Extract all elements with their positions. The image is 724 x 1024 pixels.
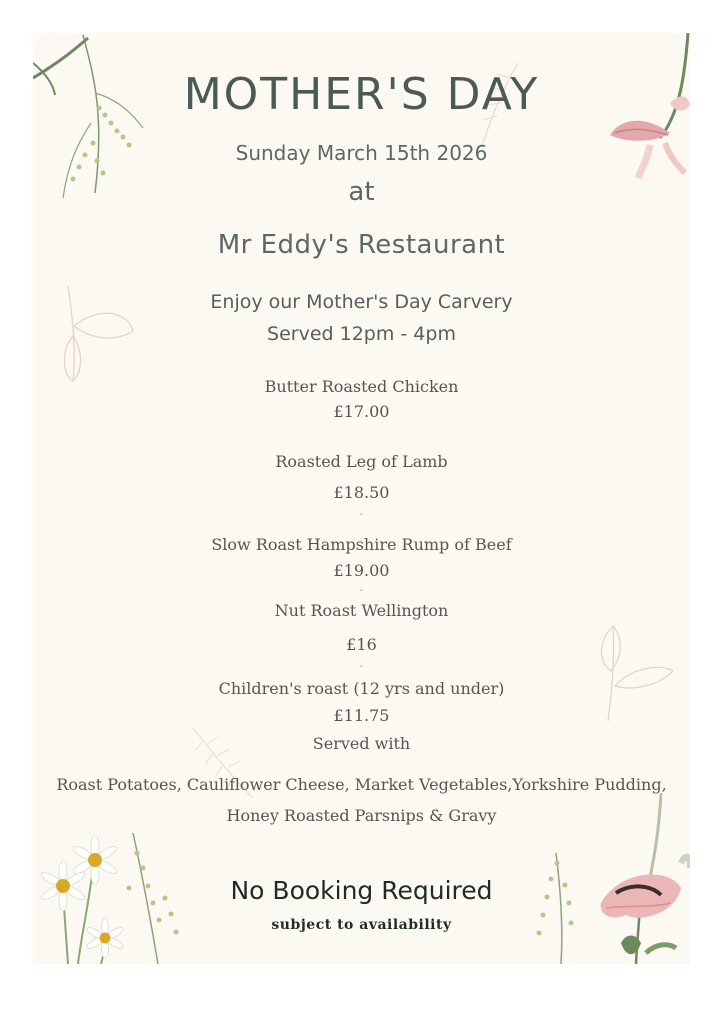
menu-item-name: Butter Roasted Chicken bbox=[264, 377, 459, 396]
menu-flyer bbox=[33, 33, 690, 964]
menu-item-name: Slow Roast Hampshire Rump of Beef bbox=[211, 535, 512, 554]
menu-separator: - bbox=[359, 509, 364, 520]
served-with-heading: Served with bbox=[312, 734, 411, 753]
menu-item-price: £11.75 bbox=[333, 706, 390, 725]
menu-item-price: £17.00 bbox=[333, 402, 390, 421]
menu-item-name: Children's roast (12 yrs and under) bbox=[218, 679, 505, 698]
menu-item-name: Roasted Leg of Lamb bbox=[275, 452, 448, 471]
menu-item-price: £16 bbox=[346, 635, 377, 654]
menu-separator: - bbox=[359, 585, 364, 596]
carvery-intro: Enjoy our Mother's Day Carvery bbox=[210, 291, 513, 313]
menu-separator: - bbox=[359, 661, 364, 672]
sides-list-line-1: Roast Potatoes, Cauliflower Cheese, Market Vegetables,Yorkshire Pudding, bbox=[56, 775, 667, 794]
sides-list-line-2: Honey Roasted Parsnips & Gravy bbox=[226, 806, 497, 825]
event-date: Sunday March 15th 2026 bbox=[235, 141, 488, 165]
menu-item-name: Nut Roast Wellington bbox=[274, 601, 449, 620]
menu-item-price: £19.00 bbox=[333, 561, 390, 580]
event-title: MOTHER'S DAY bbox=[183, 69, 540, 120]
menu-item-price: £18.50 bbox=[333, 483, 390, 502]
availability-note: subject to availability bbox=[271, 917, 452, 933]
no-booking-notice: No Booking Required bbox=[230, 876, 493, 905]
restaurant-name: Mr Eddy's Restaurant bbox=[217, 230, 506, 260]
at-label: at bbox=[348, 177, 375, 207]
serving-hours: Served 12pm - 4pm bbox=[267, 323, 456, 345]
